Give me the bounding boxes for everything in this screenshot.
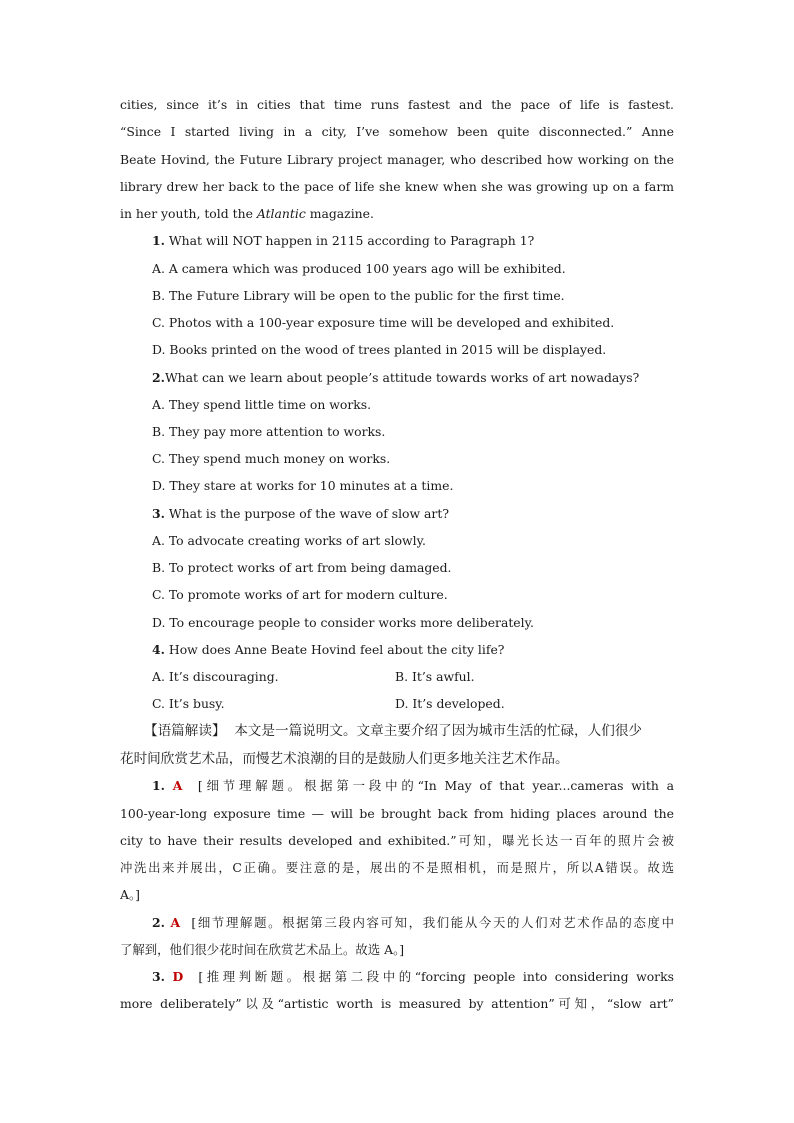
question-4 — [152, 641, 674, 659]
passage-line: “Since I started living in a city, I’ve somehow been quite disconnected.” Anne — [120, 124, 674, 139]
question-number: 4. — [152, 642, 165, 657]
question-text: What can we learn about people’s attitude towards works of art nowadays? — [164, 370, 640, 385]
passage-line: cities, since it’s in cities that time runs fastest and the pace of life is fastest. — [120, 97, 674, 112]
question-3 — [152, 505, 674, 523]
passage-line: library drew her back to the pace of life she knew when she was growing up on a farm — [120, 179, 674, 194]
passage-line — [120, 205, 674, 223]
option-row — [152, 695, 706, 713]
analysis-line — [144, 722, 674, 740]
question-text: What will NOT happen in 2115 according to Paragraph 1? — [168, 233, 535, 248]
question-2 — [152, 369, 674, 387]
option-d: D. It’s developed. — [395, 696, 505, 711]
option-a: A. A camera which was produced 100 years ago will be exhibited. — [152, 261, 566, 276]
answer-1 — [152, 777, 674, 795]
passage-line: Beate Hovind, the Future Library project manager, who described how working on the — [120, 152, 674, 167]
answer-letter: A — [172, 778, 183, 793]
option-d: D. Books printed on the wood of trees planted in 2015 will be displayed. — [152, 342, 607, 357]
passage-text: in her youth, told the — [120, 206, 257, 221]
answer-line: 冲洗出来并展出，C正确。要注意的是，展出的不是照相机，而是照片，所以A错误。故选 — [120, 860, 674, 875]
question-1 — [152, 232, 674, 250]
option-b: B. To protect works of art from being damaged. — [152, 560, 452, 575]
analysis-label: 【语篇解读】 — [144, 723, 226, 739]
option-b: B. They pay more attention to works. — [152, 424, 386, 439]
option-a: A. It’s discouraging. — [152, 669, 279, 684]
analysis-line: 花时间欣赏艺术品，而慢艺术浪潮的目的是鼓励人们更多地关注艺术作品。 — [120, 751, 569, 767]
answer-text: [细节理解题。根据第三段内容可知，我们能从今天的人们对艺术作品的态度中 — [191, 915, 674, 930]
answer-line: city to have their results developed and exhibited.”可知，曝光长达一百年的照片会被 — [120, 833, 674, 848]
option-row — [152, 668, 706, 686]
answer-text: [细节理解题。根据第一段中的“In May of that year...cameras with a — [197, 778, 674, 793]
option-a: A. They spend little time on works. — [152, 397, 372, 412]
option-d: D. They stare at works for 10 minutes at a time. — [152, 478, 454, 493]
question-number: 3. — [152, 506, 165, 521]
option-b: B. It’s awful. — [395, 669, 475, 684]
answer-line: A。] — [120, 887, 140, 902]
passage-text: magazine. — [305, 206, 374, 221]
answer-number: 1. — [152, 778, 165, 793]
answer-2 — [152, 914, 674, 932]
analysis-text: 本文是一篇说明文。文章主要介绍了因为城市生活的忙碌，人们很少 — [234, 723, 643, 739]
answer-line: more deliberately”以及“artistic worth is measured by attention”可知，“slow art” — [120, 996, 674, 1011]
answer-text: [推理判断题。根据第二段中的“forcing people into considering works — [198, 969, 674, 984]
option-d: D. To encourage people to consider works more deliberately. — [152, 615, 534, 630]
question-number: 1. — [152, 233, 165, 248]
answer-3 — [152, 968, 674, 986]
answer-letter: A — [170, 915, 181, 930]
answer-line: 100-year-long exposure time — will be brought back from hiding places around the — [120, 806, 674, 821]
answer-letter: D — [172, 969, 184, 984]
question-text: What is the purpose of the wave of slow art? — [168, 506, 449, 521]
answer-line: 了解到，他们很少花时间在欣赏艺术品上。故选 A。] — [120, 942, 405, 957]
answer-number: 3. — [152, 969, 165, 984]
option-c: C. They spend much money on works. — [152, 451, 391, 466]
question-number: 2. — [152, 370, 165, 385]
option-c: C. To promote works of art for modern culture. — [152, 587, 448, 602]
option-c: C. It’s busy. — [152, 696, 225, 711]
answer-number: 2. — [152, 915, 165, 930]
option-b: B. The Future Library will be open to the public for the first time. — [152, 288, 565, 303]
option-a: A. To advocate creating works of art slowly. — [152, 533, 426, 548]
question-text: How does Anne Beate Hovind feel about the city life? — [168, 642, 505, 657]
magazine-title: Atlantic — [256, 206, 306, 221]
option-c: C. Photos with a 100-year exposure time will be developed and exhibited. — [152, 315, 615, 330]
